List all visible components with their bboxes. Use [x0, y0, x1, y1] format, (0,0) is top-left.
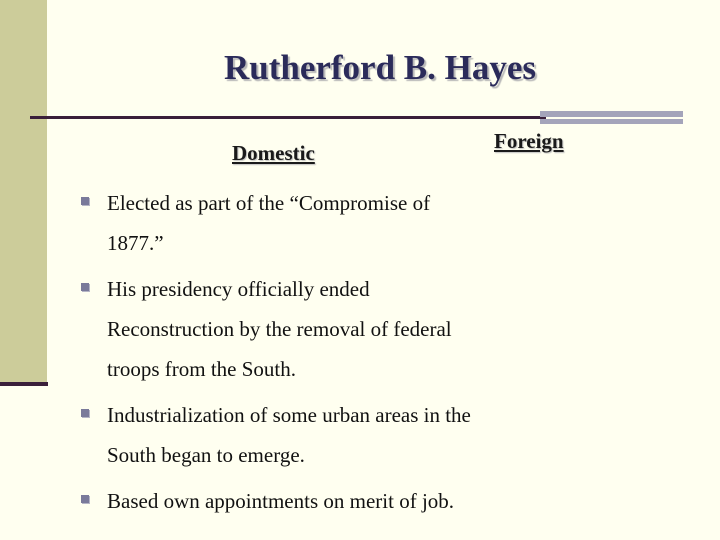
square-bullet-icon	[81, 409, 89, 417]
domestic-heading: Domestic	[232, 141, 315, 165]
square-bullet-icon	[81, 283, 89, 291]
domestic-bullet-list	[80, 183, 490, 527]
left-band-underline	[0, 382, 48, 386]
slide-title: Rutherford B. Hayes	[223, 48, 537, 87]
bullet-item	[80, 269, 490, 389]
title-rule	[30, 116, 546, 119]
square-bullet-icon	[81, 495, 89, 503]
bullet-text: Based own appointments on merit of job.	[107, 489, 455, 513]
bullet-item	[80, 395, 490, 475]
bullet-text: Elected as part of the “Compromise of 1877.”	[107, 191, 431, 255]
bullet-item	[80, 481, 490, 521]
bullet-text: His presidency officially ended Reconstruction by the removal of federal troops from the South.	[107, 277, 452, 381]
foreign-heading: Foreign	[494, 129, 564, 153]
bullet-item	[80, 183, 490, 263]
title-rule-accent-top	[540, 111, 683, 117]
bullet-text: Industrialization of some urban areas in the South began to emerge.	[107, 403, 471, 467]
title-rule-accent-bottom	[540, 119, 683, 124]
left-decorative-band	[0, 0, 47, 384]
square-bullet-icon	[81, 197, 89, 205]
